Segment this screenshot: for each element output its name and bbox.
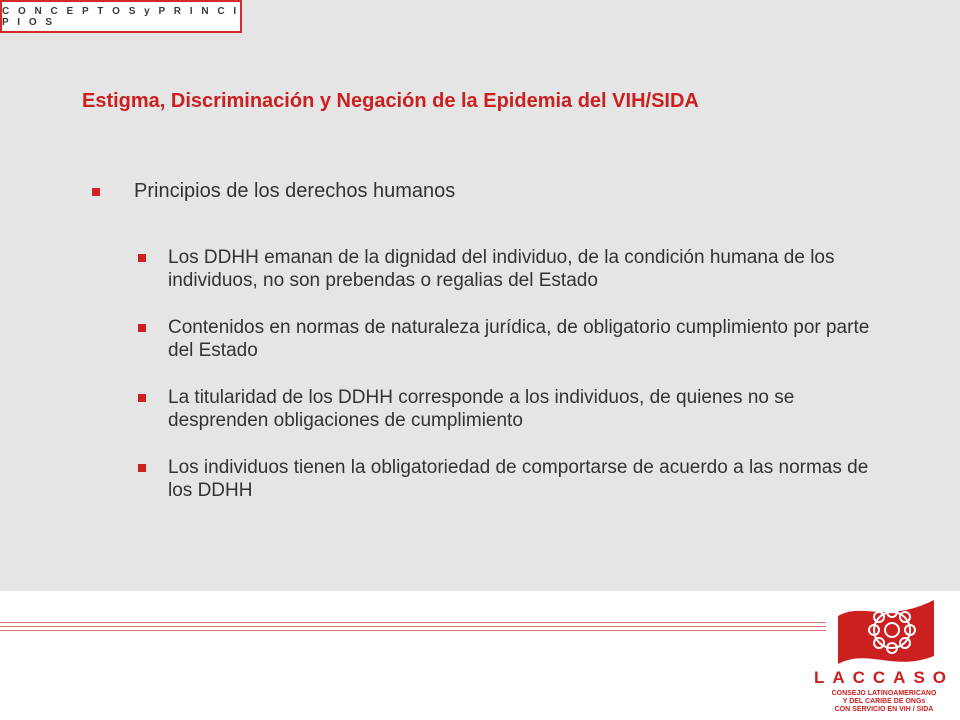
main-bullet — [92, 180, 872, 203]
section-tag-label: C O N C E P T O S y P R I N C I P I O S — [2, 5, 240, 28]
main-bullet-text: Principios de los derechos humanos — [134, 180, 456, 202]
sub-bullet-text: Contenidos en normas de naturaleza jurídica, de obligatorio cumplimiento por parte del Estado — [168, 317, 870, 361]
footer-line — [0, 630, 826, 631]
laccaso-logo — [808, 594, 960, 720]
sub-bullet-item — [138, 246, 898, 292]
bullet-square-icon — [138, 324, 146, 332]
sub-bullet-list — [138, 246, 898, 526]
bullet-square-icon — [92, 188, 100, 196]
slide-title: Estigma, Discriminación y Negación de la Epidemia del VIH/SIDA — [82, 90, 699, 112]
logo-name: LACCASO — [813, 668, 955, 687]
bullet-square-icon — [138, 254, 146, 262]
logo-subtitle-line: CON SERVICIO EN VIH / SIDA — [834, 706, 934, 713]
sub-bullet-text: Los DDHH emanan de la dignidad del individuo, de la condición humana de los individuos, no son prebendas o regalias del Estado — [168, 247, 835, 291]
bullet-square-icon — [138, 464, 146, 472]
sub-bullet-item — [138, 456, 898, 502]
sub-bullet-item — [138, 316, 898, 362]
logo-subtitle-line: Y DEL CARIBE DE ONGs — [842, 698, 926, 705]
logo-subtitle-line: CONSEJO LATINOAMERICANO — [831, 690, 937, 697]
flag-icon — [834, 594, 938, 668]
sub-bullet-text: La titularidad de los DDHH corresponde a los individuos, de quienes no se desprenden obligaciones de cumplimiento — [168, 387, 795, 431]
sub-bullet-item — [138, 386, 898, 432]
footer-line — [0, 622, 826, 623]
footer-line — [0, 626, 826, 627]
section-tag — [0, 0, 242, 33]
footer-divider — [0, 622, 826, 634]
bullet-square-icon — [138, 394, 146, 402]
sub-bullet-text: Los individuos tienen la obligatoriedad de comportarse de acuerdo a las normas de los DDHH — [168, 457, 869, 501]
